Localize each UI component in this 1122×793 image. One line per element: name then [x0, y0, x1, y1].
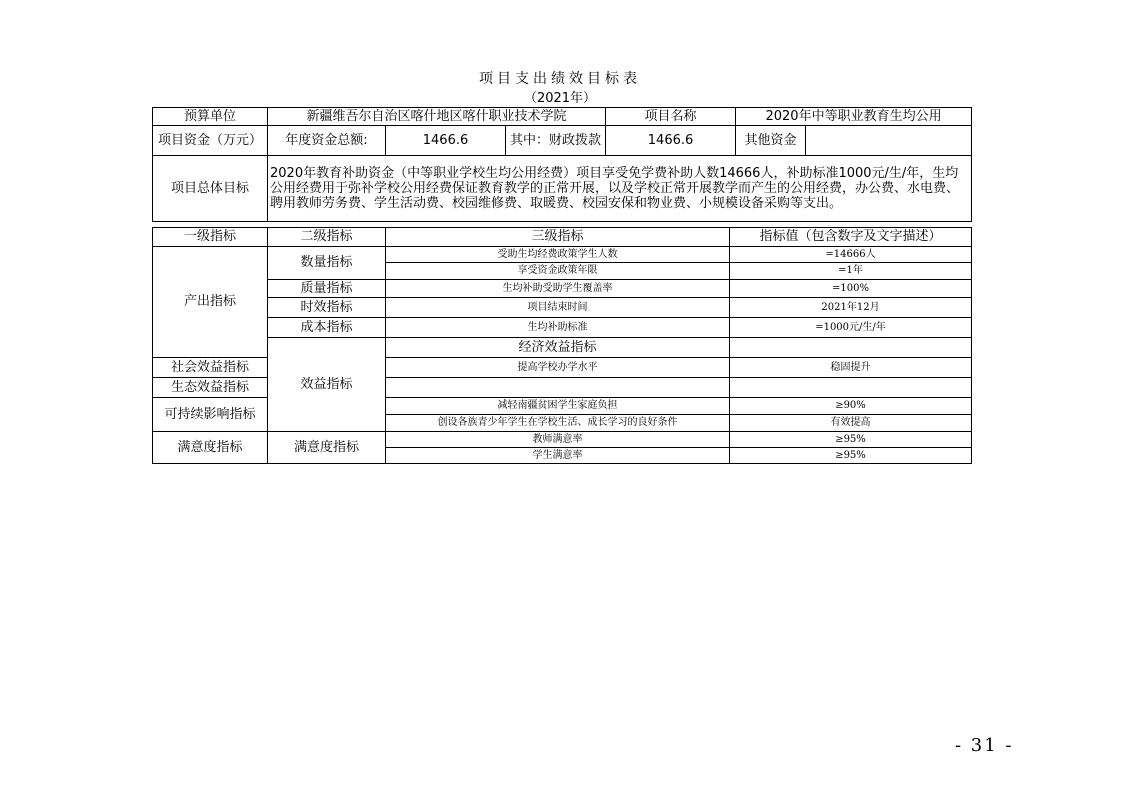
document-year: （2021年） — [523, 91, 597, 106]
benefit-indicator-label: 效益指标 — [268, 338, 386, 432]
other-funds-value — [806, 126, 972, 156]
quantity-indicator-label: 数量指标 — [268, 247, 386, 280]
indicator-value: =100% — [730, 280, 972, 298]
indicator-value: 稳固提升 — [730, 358, 972, 378]
other-funds-label: 其他资金 — [736, 126, 806, 156]
level1-header: 一级指标 — [153, 228, 268, 247]
indicator-name — [386, 378, 730, 398]
quality-indicator-label: 质量指标 — [268, 280, 386, 298]
indicator-value: =1年 — [730, 263, 972, 280]
indicator-name: 项目结束时间 — [386, 298, 730, 318]
economic-indicator-label: 经济效益指标 — [386, 338, 730, 358]
indicator-name: 减轻南疆贫困学生家庭负担 — [386, 398, 730, 415]
indicator-value: =14666人 — [730, 247, 972, 263]
indicator-name: 享受资金政策年限 — [386, 263, 730, 280]
indicator-table — [152, 227, 972, 464]
indicator-value: =1000元/生/年 — [730, 318, 972, 338]
indicator-value — [730, 378, 972, 398]
project-info-table — [152, 107, 972, 222]
annual-total-value: 1466.6 — [386, 126, 506, 156]
indicator-value: ≥95% — [730, 448, 972, 464]
page-number: - 31 - — [955, 735, 1014, 756]
fiscal-value: 1466.6 — [606, 126, 736, 156]
indicator-name — [730, 338, 972, 358]
satisfaction-sub-label: 满意度指标 — [268, 432, 386, 464]
indicator-name: 生均补助受助学生覆盖率 — [386, 280, 730, 298]
indicator-value: 有效提高 — [730, 415, 972, 432]
project-name-label: 项目名称 — [606, 108, 736, 126]
cost-indicator-label: 成本指标 — [268, 318, 386, 338]
ecological-indicator-label: 生态效益指标 — [153, 378, 268, 398]
indicator-name: 提高学校办学水平 — [386, 358, 730, 378]
indicator-name: 学生满意率 — [386, 448, 730, 464]
indicator-name: 创设各族青少年学生在学校生活、成长学习的良好条件 — [386, 415, 730, 432]
indicator-value: ≥90% — [730, 398, 972, 415]
annual-total-label: 年度资金总额: — [268, 126, 386, 156]
indicator-name: 教师满意率 — [386, 432, 730, 448]
indicator-value: ≥95% — [730, 432, 972, 448]
indicator-name: 受助生均经费政策学生人数 — [386, 247, 730, 263]
sustainable-indicator-label: 可持续影响指标 — [153, 398, 268, 432]
budget-unit-value: 新疆维吾尔自治区喀什地区喀什职业技术学院 — [268, 108, 606, 126]
timeliness-indicator-label: 时效指标 — [268, 298, 386, 318]
fiscal-label: 其中：财政拨款 — [506, 126, 606, 156]
level3-header: 三级指标 — [386, 228, 730, 247]
goal-text: 2020年教育补助资金（中等职业学校生均公用经费）项目享受免学费补助人数14666人，补助标准1000元/生/年，生均公用经费用于弥补学校公用经费保证教育教学的正常开展，以及学校正常开展教学而产生的公用经费，办公费、水电费、聘用教师劳务费、学生活动费、校园维修费、取暖费、校园安保和物业费、小规模设备采购等支出。 — [268, 156, 972, 222]
goal-label: 项目总体目标 — [153, 156, 268, 222]
indicator-name: 生均补助标准 — [386, 318, 730, 338]
funds-label: 项目资金（万元） — [153, 126, 268, 156]
document-title: 项目支出绩效目标表 — [479, 71, 641, 87]
budget-unit-label: 预算单位 — [153, 108, 268, 126]
output-indicator-label: 产出指标 — [153, 247, 268, 358]
value-header: 指标值（包含数字及文字描述） — [730, 228, 972, 247]
level2-header: 二级指标 — [268, 228, 386, 247]
project-name-value: 2020年中等职业教育生均公用 — [736, 108, 972, 126]
social-indicator-label: 社会效益指标 — [153, 358, 268, 378]
indicator-value: 2021年12月 — [730, 298, 972, 318]
satisfaction-indicator-label: 满意度指标 — [153, 432, 268, 464]
